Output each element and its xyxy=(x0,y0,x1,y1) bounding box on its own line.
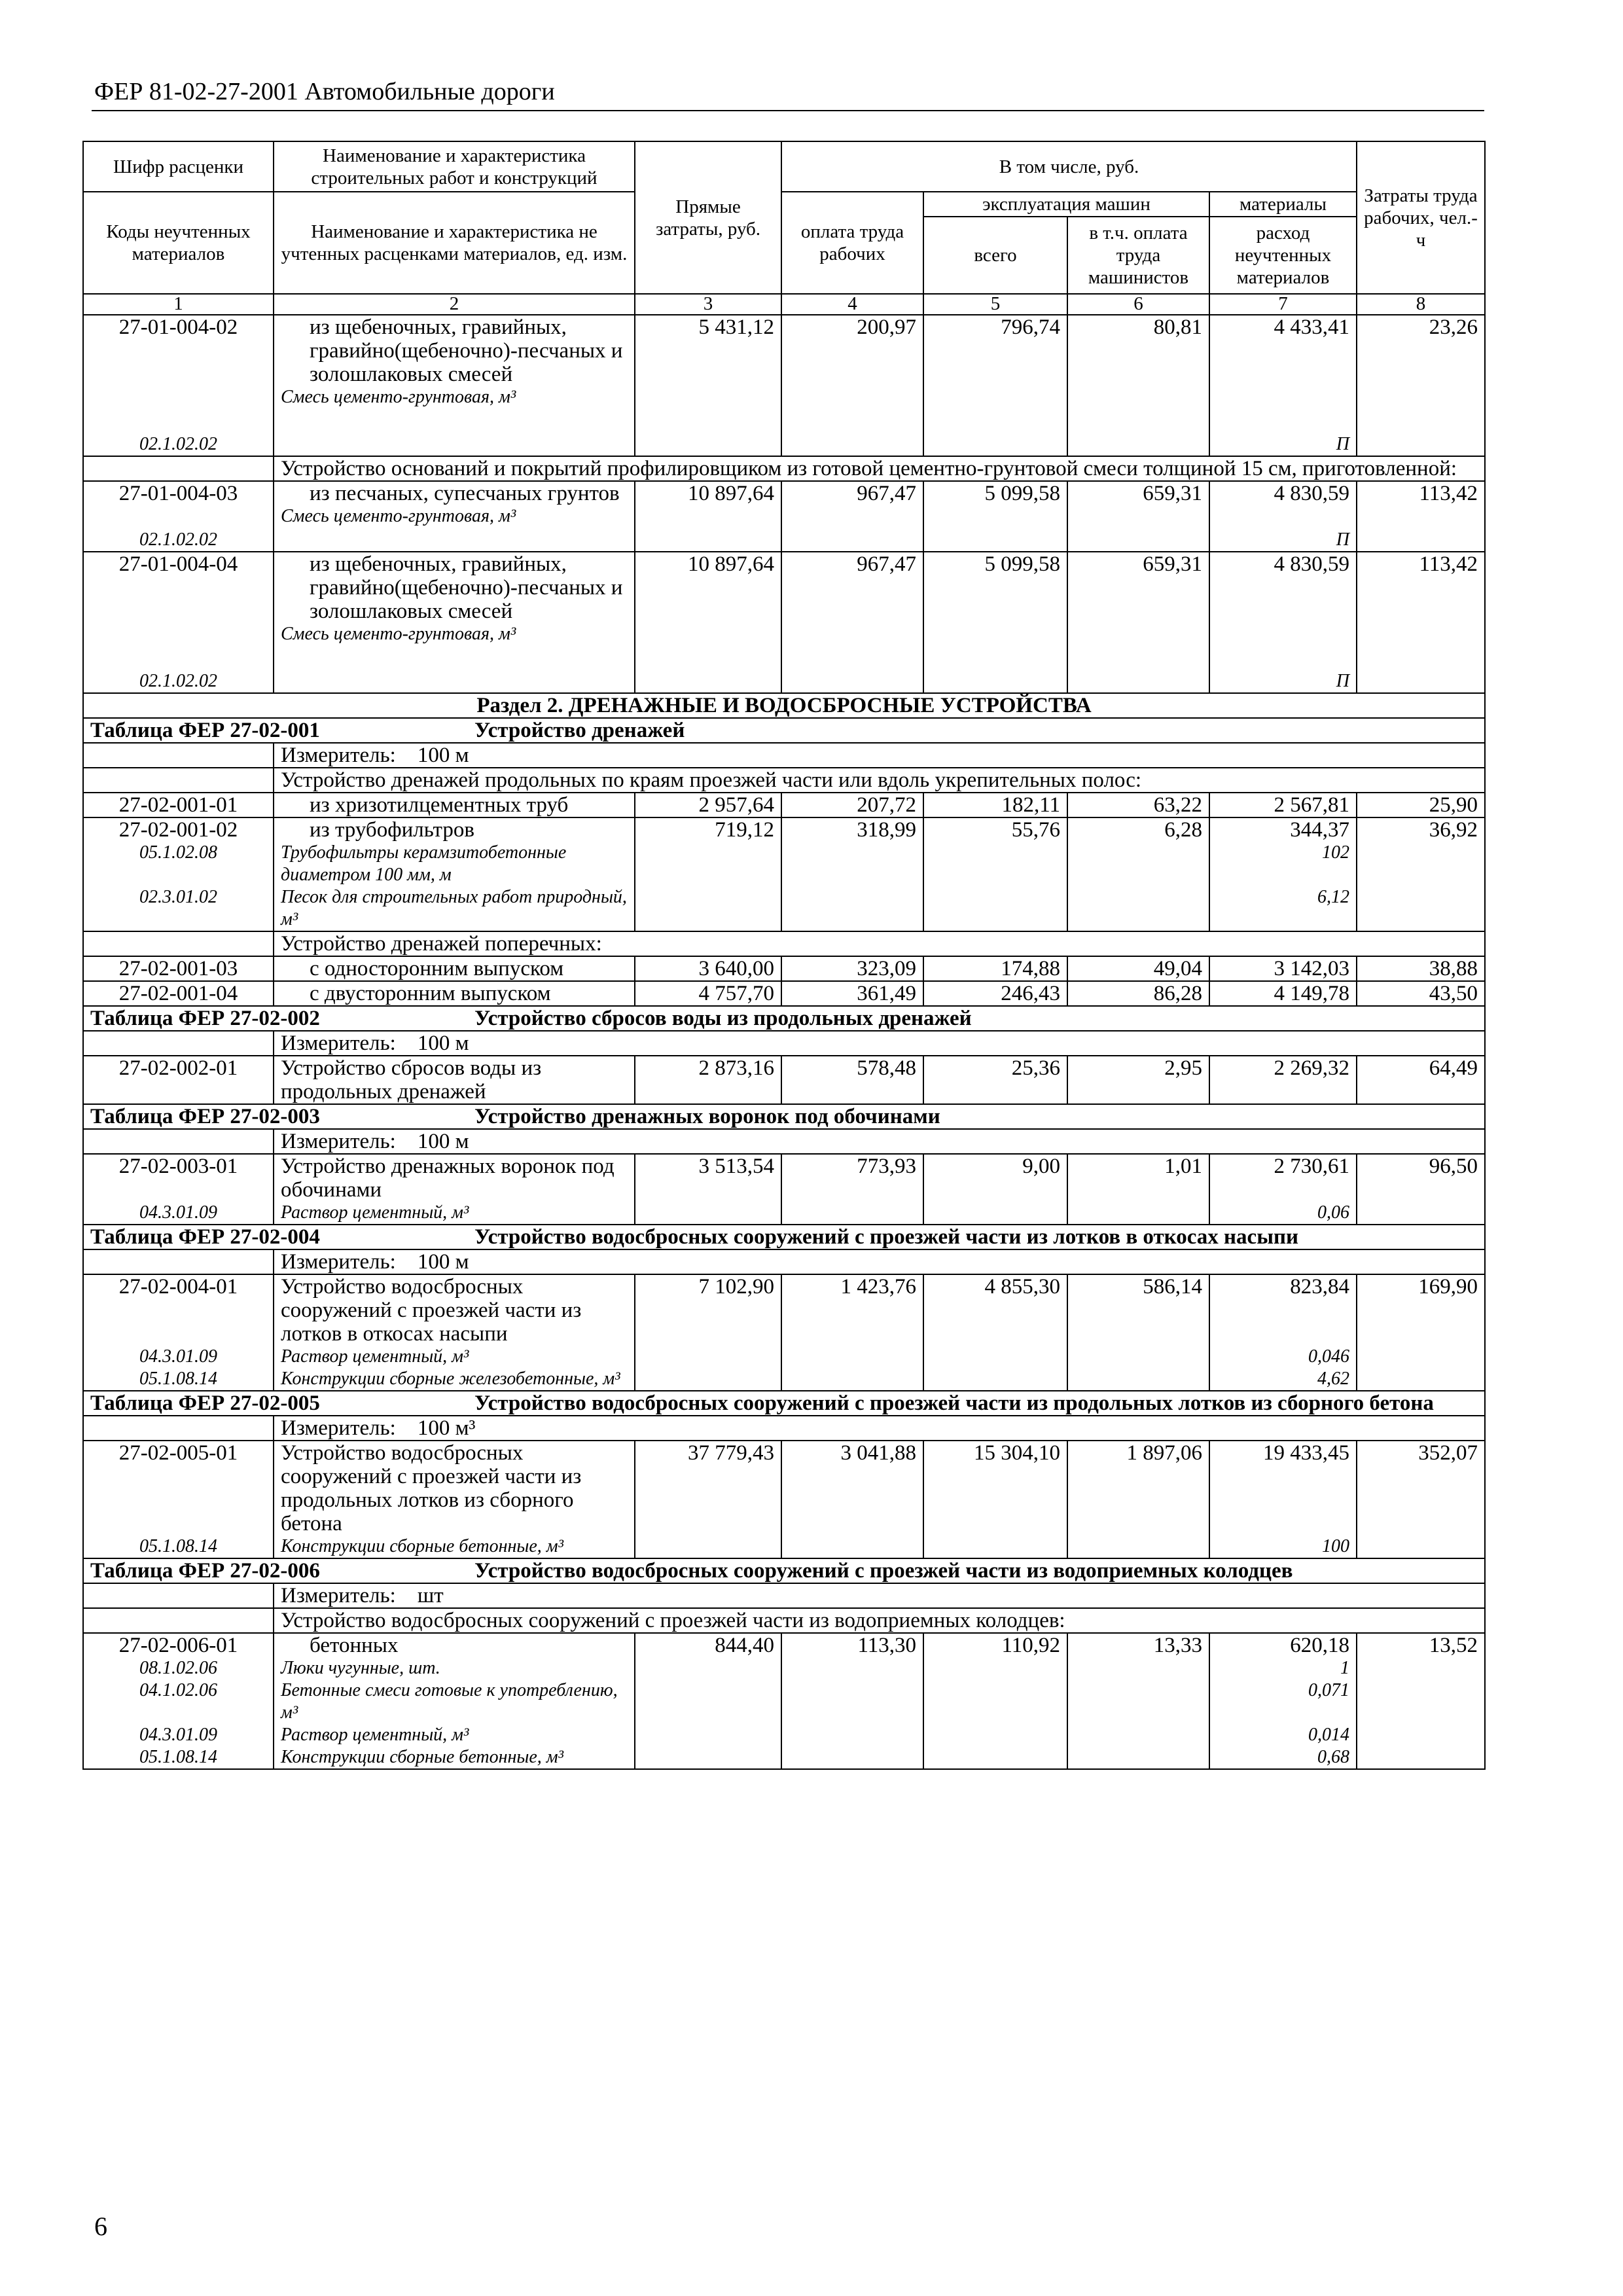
document-header: ФЕР 81-02-27-2001 Автомобильные дороги xyxy=(94,78,555,105)
col-direct: Прямые затраты, руб. xyxy=(635,141,781,294)
material-name: Смесь цементо-грунтовая, м³ xyxy=(281,624,516,644)
material-code: 05.1.08.14 xyxy=(139,1369,217,1389)
material-code: 04.3.01.09 xyxy=(139,1346,217,1367)
direct-cost: 2 957,64 xyxy=(635,793,781,817)
machines-pay: 6,28 xyxy=(1067,817,1209,931)
table-label: Таблица ФЕР 27-02-006 xyxy=(90,1559,320,1583)
table-label: Таблица ФЕР 27-02-005 xyxy=(90,1391,320,1415)
rate-name: Устройство водосбросных сооружений с проезжей части из лотков в откосах насыпи xyxy=(281,1275,582,1346)
materials-cost: 4 433,41 xyxy=(1274,315,1349,339)
section-title: Раздел 2. ДРЕНАЖНЫЕ И ВОДОСБРОСНЫЕ УСТРОЙСТВА xyxy=(83,693,1485,718)
labor-pay: 967,47 xyxy=(781,481,923,552)
rate-name: из щебеночных, гравийных, гравийно(щебеночно)-песчаных и золошлаковых смесей xyxy=(310,552,623,623)
rate-name: с односторонним выпуском xyxy=(310,957,564,980)
rate-code: 27-01-004-02 xyxy=(118,315,238,339)
labor-cost: 38,88 xyxy=(1357,956,1485,981)
rate-row xyxy=(83,481,1485,552)
labor-pay: 207,72 xyxy=(781,793,923,817)
material-use: П xyxy=(1336,671,1349,691)
rate-name: из трубофильтров xyxy=(310,818,474,842)
meter-text: Измеритель: 100 м xyxy=(274,1249,1485,1274)
meter-row xyxy=(83,1129,1485,1154)
col-machines-total: всего xyxy=(923,217,1067,294)
material-use: 4,62 xyxy=(1317,1369,1349,1389)
labor-cost: 352,07 xyxy=(1357,1441,1485,1558)
direct-cost: 4 757,70 xyxy=(635,981,781,1006)
labor-pay: 3 041,88 xyxy=(781,1441,923,1558)
meter-row xyxy=(83,743,1485,768)
labor-pay: 1 423,76 xyxy=(781,1274,923,1391)
machines-pay: 80,81 xyxy=(1067,315,1209,456)
material-name: Раствор цементный, м³ xyxy=(281,1202,469,1223)
col-name-char: Наименование и характеристика строительных работ и конструкций xyxy=(274,141,635,192)
materials-cost: 4 830,59 xyxy=(1274,552,1349,576)
page-number: 6 xyxy=(94,2212,107,2241)
col-machines-pay: в т.ч. оплата труда машинистов xyxy=(1067,217,1209,294)
labor-cost: 96,50 xyxy=(1357,1154,1485,1225)
table-title-row xyxy=(83,1558,1485,1583)
material-code: 02.1.02.02 xyxy=(139,434,217,454)
table-title: Устройство водосбросных сооружений с проезжей части из лотков в откосах насыпи xyxy=(474,1225,1298,1249)
material-use: 0,06 xyxy=(1317,1202,1349,1223)
col-cipher: Шифр расценки xyxy=(83,141,274,192)
labor-pay: 113,30 xyxy=(781,1633,923,1769)
material-use: П xyxy=(1336,529,1349,550)
direct-cost: 2 873,16 xyxy=(635,1056,781,1104)
rate-row xyxy=(83,315,1485,456)
material-use: 1 xyxy=(1340,1658,1349,1678)
labor-pay: 318,99 xyxy=(781,817,923,931)
direct-cost: 10 897,64 xyxy=(635,481,781,552)
col-materials: материалы xyxy=(1209,192,1357,217)
labor-cost: 113,42 xyxy=(1357,481,1485,552)
col-number: 8 xyxy=(1357,294,1485,315)
direct-cost: 3 640,00 xyxy=(635,956,781,981)
table-title: Устройство дренажных воронок под обочинами xyxy=(474,1105,940,1128)
labor-cost: 36,92 xyxy=(1357,817,1485,931)
machines-total: 246,43 xyxy=(923,981,1067,1006)
material-code: 05.1.08.14 xyxy=(139,1747,217,1767)
table-title-row xyxy=(83,1104,1485,1129)
machines-pay: 13,33 xyxy=(1067,1633,1209,1769)
table-title-row xyxy=(83,718,1485,743)
rate-code: 27-02-003-01 xyxy=(118,1155,238,1178)
material-name: Бетонные смеси готовые к употреблению, м³ xyxy=(281,1680,618,1723)
table-title: Устройство дренажей xyxy=(474,719,685,742)
machines-pay: 1,01 xyxy=(1067,1154,1209,1225)
meter-text: Измеритель: 100 м³ xyxy=(274,1416,1485,1441)
table-label: Таблица ФЕР 27-02-002 xyxy=(90,1007,320,1030)
rate-name: Устройство сбросов воды из продольных дренажей xyxy=(274,1056,635,1104)
machines-total: 174,88 xyxy=(923,956,1067,981)
rate-row xyxy=(83,1274,1485,1391)
machines-total: 5 099,58 xyxy=(923,552,1067,693)
material-name: Раствор цементный, м³ xyxy=(281,1346,469,1367)
rate-code: 27-02-005-01 xyxy=(118,1441,238,1465)
material-use: 0,68 xyxy=(1317,1747,1349,1767)
material-use: 0,046 xyxy=(1308,1346,1349,1367)
table-title: Устройство водосбросных сооружений с проезжей части из водоприемных колодцев xyxy=(474,1559,1293,1583)
labor-cost: 43,50 xyxy=(1357,981,1485,1006)
col-incl: В том числе, руб. xyxy=(781,141,1357,192)
rate-row xyxy=(83,552,1485,693)
direct-cost: 10 897,64 xyxy=(635,552,781,693)
material-name: Смесь цементо-грунтовая, м³ xyxy=(281,387,516,407)
rate-row xyxy=(83,981,1485,1006)
material-code: 08.1.02.06 xyxy=(139,1658,217,1678)
materials-cost: 19 433,45 xyxy=(1263,1441,1349,1465)
materials-cost: 2 730,61 xyxy=(1274,1155,1349,1178)
labor-pay: 578,48 xyxy=(781,1056,923,1104)
material-name: Люки чугунные, шт. xyxy=(281,1658,440,1678)
materials-cost: 3 142,03 xyxy=(1209,956,1357,981)
table-title-row xyxy=(83,1006,1485,1031)
rate-row xyxy=(83,1633,1485,1769)
direct-cost: 719,12 xyxy=(635,817,781,931)
material-name: Трубофильтры керамзитобетонные диаметром 100 мм, м xyxy=(281,842,567,885)
rate-name: Устройство водосбросных сооружений с проезжей части из продольных лотков из сборного бетона xyxy=(281,1441,582,1535)
machines-total: 5 099,58 xyxy=(923,481,1067,552)
meter-row xyxy=(83,1416,1485,1441)
col-number: 4 xyxy=(781,294,923,315)
rate-code: 27-02-001-04 xyxy=(83,981,274,1006)
col-codes: Коды неучтенных материалов xyxy=(83,192,274,294)
col-number: 7 xyxy=(1209,294,1357,315)
note-text: Устройство дренажей продольных по краям проезжей части или вдоль укрепительных полос: xyxy=(274,768,1485,793)
rate-row xyxy=(83,956,1485,981)
materials-cost: 4 830,59 xyxy=(1274,482,1349,505)
material-code: 04.3.01.09 xyxy=(139,1202,217,1223)
material-use: 100 xyxy=(1322,1536,1349,1556)
table-label: Таблица ФЕР 27-02-001 xyxy=(90,719,320,742)
labor-cost: 64,49 xyxy=(1357,1056,1485,1104)
materials-cost: 2 269,32 xyxy=(1209,1056,1357,1104)
meter-text: Измеритель: шт xyxy=(274,1583,1485,1608)
meter-row xyxy=(83,1583,1485,1608)
table-label: Таблица ФЕР 27-02-004 xyxy=(90,1225,320,1249)
section-row xyxy=(83,693,1485,718)
col-machines: эксплуатация машин xyxy=(923,192,1209,217)
meter-text: Измеритель: 100 м xyxy=(274,1129,1485,1154)
labor-cost: 169,90 xyxy=(1357,1274,1485,1391)
rate-name: Устройство дренажных воронок под обочинами xyxy=(281,1155,615,1202)
rate-code: 27-02-001-03 xyxy=(83,956,274,981)
labor-cost: 25,90 xyxy=(1357,793,1485,817)
rate-name: из щебеночных, гравийных, гравийно(щебеночно)-песчаных и золошлаковых смесей xyxy=(310,315,623,386)
direct-cost: 5 431,12 xyxy=(635,315,781,456)
col-labor-cost: Затраты труда рабочих, чел.-ч xyxy=(1357,141,1485,294)
table-title: Устройство сбросов воды из продольных дренажей xyxy=(474,1007,972,1030)
rate-row xyxy=(83,1154,1485,1225)
direct-cost: 844,40 xyxy=(635,1633,781,1769)
rate-code: 27-01-004-04 xyxy=(118,552,238,576)
direct-cost: 7 102,90 xyxy=(635,1274,781,1391)
labor-cost: 13,52 xyxy=(1357,1633,1485,1769)
material-name: Песок для строительных работ природный, м³ xyxy=(281,887,627,929)
col-mat-names: Наименование и характеристика не учтенных расценками материалов, ед. изм. xyxy=(274,192,635,294)
machines-pay: 2,95 xyxy=(1067,1056,1209,1104)
rate-code: 27-02-004-01 xyxy=(118,1275,238,1299)
col-number: 2 xyxy=(274,294,635,315)
meter-row xyxy=(83,1031,1485,1056)
table-title-row xyxy=(83,1391,1485,1416)
machines-pay: 586,14 xyxy=(1067,1274,1209,1391)
header-rule xyxy=(92,110,1484,111)
machines-pay: 1 897,06 xyxy=(1067,1441,1209,1558)
col-labor-pay: оплата труда рабочих xyxy=(781,192,923,294)
materials-cost: 620,18 xyxy=(1290,1634,1349,1657)
material-name: Конструкции сборные бетонные, м³ xyxy=(281,1536,564,1556)
materials-cost: 4 149,78 xyxy=(1209,981,1357,1006)
machines-pay: 86,28 xyxy=(1067,981,1209,1006)
machines-pay: 659,31 xyxy=(1067,481,1209,552)
machines-total: 25,36 xyxy=(923,1056,1067,1104)
col-materials-use: расход неучтенных материалов xyxy=(1209,217,1357,294)
rate-row xyxy=(83,817,1485,931)
materials-cost: 2 567,81 xyxy=(1209,793,1357,817)
rate-code: 27-01-004-03 xyxy=(118,482,238,505)
note-text: Устройство оснований и покрытий профилировщиком из готовой цементно-грунтовой смеси толщиной 15 см, приготовленной: xyxy=(274,456,1485,481)
material-code: 02.1.02.02 xyxy=(139,529,217,550)
machines-total: 55,76 xyxy=(923,817,1067,931)
material-use: П xyxy=(1336,434,1349,454)
col-number: 1 xyxy=(83,294,274,315)
material-use: 0,071 xyxy=(1308,1680,1349,1700)
labor-pay: 967,47 xyxy=(781,552,923,693)
material-use: 102 xyxy=(1322,842,1349,863)
note-row xyxy=(83,456,1485,481)
rate-name: из песчаных, супесчаных грунтов xyxy=(310,482,620,505)
rate-name: с двусторонним выпуском xyxy=(310,982,551,1005)
direct-cost: 37 779,43 xyxy=(635,1441,781,1558)
rate-row xyxy=(83,1441,1485,1558)
material-code: 02.1.02.02 xyxy=(139,671,217,691)
material-name: Конструкции сборные железобетонные, м³ xyxy=(281,1369,620,1389)
rate-code: 27-02-002-01 xyxy=(83,1056,274,1104)
labor-pay: 323,09 xyxy=(781,956,923,981)
rate-code: 27-02-001-01 xyxy=(83,793,274,817)
material-code: 04.3.01.09 xyxy=(139,1725,217,1745)
machines-pay: 49,04 xyxy=(1067,956,1209,981)
material-code: 05.1.08.14 xyxy=(139,1536,217,1556)
rates-table xyxy=(82,141,1486,1770)
rate-name: бетонных xyxy=(310,1634,399,1657)
labor-pay: 200,97 xyxy=(781,315,923,456)
meter-text: Измеритель: 100 м xyxy=(274,743,1485,768)
table-title: Устройство водосбросных сооружений с проезжей части из продольных лотков из сборного бетона xyxy=(474,1391,1434,1415)
material-code: 02.3.01.02 xyxy=(139,887,217,907)
machines-total: 182,11 xyxy=(923,793,1067,817)
materials-cost: 344,37 xyxy=(1290,818,1349,842)
material-use: 0,014 xyxy=(1308,1725,1349,1745)
machines-pay: 659,31 xyxy=(1067,552,1209,693)
col-number: 6 xyxy=(1067,294,1209,315)
col-number: 3 xyxy=(635,294,781,315)
table-title-row xyxy=(83,1225,1485,1249)
rate-name: из хризотилцементных труб xyxy=(310,793,569,817)
materials-cost: 823,84 xyxy=(1290,1275,1349,1299)
rate-code: 27-02-001-02 xyxy=(118,818,238,842)
material-name: Смесь цементо-грунтовая, м³ xyxy=(281,506,516,526)
meter-text: Измеритель: 100 м xyxy=(274,1031,1485,1056)
machines-total: 9,00 xyxy=(923,1154,1067,1225)
note-row xyxy=(83,931,1485,956)
table-label: Таблица ФЕР 27-02-003 xyxy=(90,1105,320,1128)
material-name: Конструкции сборные бетонные, м³ xyxy=(281,1747,564,1767)
machines-total: 796,74 xyxy=(923,315,1067,456)
note-text: Устройство дренажей поперечных: xyxy=(274,931,1485,956)
labor-cost: 113,42 xyxy=(1357,552,1485,693)
rate-row xyxy=(83,793,1485,817)
machines-pay: 63,22 xyxy=(1067,793,1209,817)
labor-cost: 23,26 xyxy=(1357,315,1485,456)
note-row xyxy=(83,768,1485,793)
machines-total: 15 304,10 xyxy=(923,1441,1067,1558)
rate-row xyxy=(83,1056,1485,1104)
direct-cost: 3 513,54 xyxy=(635,1154,781,1225)
labor-pay: 361,49 xyxy=(781,981,923,1006)
rate-code: 27-02-006-01 xyxy=(118,1634,238,1657)
note-text: Устройство водосбросных сооружений с проезжей части из водоприемных колодцев: xyxy=(274,1608,1485,1633)
material-name: Раствор цементный, м³ xyxy=(281,1725,469,1745)
labor-pay: 773,93 xyxy=(781,1154,923,1225)
table-head xyxy=(83,141,1485,315)
col-number: 5 xyxy=(923,294,1067,315)
machines-total: 110,92 xyxy=(923,1633,1067,1769)
meter-row xyxy=(83,1249,1485,1274)
note-row xyxy=(83,1608,1485,1633)
material-use: 6,12 xyxy=(1317,887,1349,907)
material-code: 05.1.02.08 xyxy=(139,842,217,863)
machines-total: 4 855,30 xyxy=(923,1274,1067,1391)
material-code: 04.1.02.06 xyxy=(139,1680,217,1700)
